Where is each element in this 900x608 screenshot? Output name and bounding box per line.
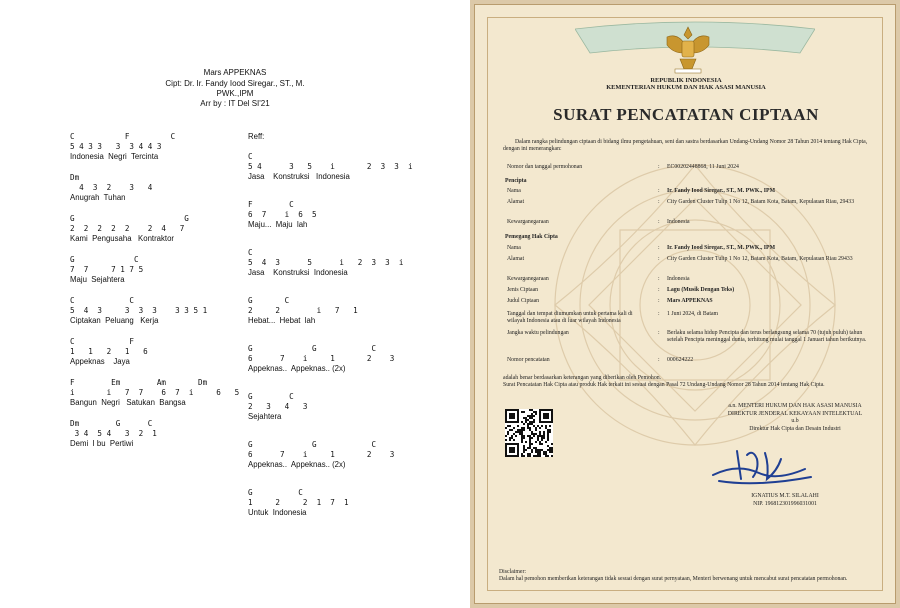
song-lyric: Indonesia Negri Tercinta <box>70 152 159 161</box>
song-notes: 3 4 5 4 3 2 1 <box>70 429 157 438</box>
song-chord: C <box>248 152 253 161</box>
song-lyric: Appeknas Jaya <box>70 357 130 366</box>
song-notes: 2 2 2 2 2 2 4 7 <box>70 224 185 233</box>
field-label: Tanggal dan tempat diumumkan untuk pertama kali di wilayah Indonesia atau di luar wilayah Indonesia <box>507 311 633 324</box>
disclaimer-text: Dalam hal pemohon memberikan keterangan tidak sesuai dengan surat pernyataan, Menteri berwenang untuk mencabut surat pencatatan permohonan. <box>499 576 848 582</box>
field-label: Kewarganegaraan <box>507 219 549 225</box>
ministry-heading: KEMENTERIAN HUKUM DAN HAK ASASI MANUSIA <box>606 84 766 91</box>
song-chord: G G <box>70 214 189 223</box>
song-notes: 5 4 3 5 i 2 3 3 i <box>248 258 404 267</box>
song-lyric: Maju Sejahtera <box>70 275 125 284</box>
song-chord: G C <box>248 392 294 401</box>
certificate-title: SURAT PENCATATAN CIPTAAN <box>553 105 819 124</box>
signer-name: IGNATIUS M.T. SILALAHI <box>751 493 819 499</box>
song-lyric: Maju... Maju lah <box>248 220 308 229</box>
song-notes: 1 1 2 1 6 <box>70 347 148 356</box>
note-2: Surat Pencatatan Hak Cipta atau produk Hak terkait ini sesuai dengan Pasal 72 Undang-Undang Nomor 28 Tahun 2014 tentang Hak Cipta. <box>503 382 825 388</box>
field-value: Indonesia <box>667 276 690 282</box>
field-label: Jangka waktu pelindungan <box>507 330 569 336</box>
song-chord: G C <box>248 488 303 497</box>
note-1: adalah benar berdasarkan keterangan yang diberikan oleh Pemohon. <box>503 375 662 381</box>
song-notes: 5 4 3 3 3 3 4 4 3 <box>70 142 162 151</box>
song-credit: PWK.,IPM <box>216 89 254 98</box>
field-value: Indonesia <box>667 219 690 225</box>
song-notes: 6 7 i 1 2 3 <box>248 450 395 459</box>
song-lyric: Ciptakan Peluang Kerja <box>70 316 159 325</box>
field-label: Nama <box>507 245 521 251</box>
signature-mark <box>707 445 817 489</box>
song-chord: F Em Am Dm <box>70 378 208 387</box>
field-value: Ir. Fandy Iood Siregar., ST., M. PWK., IPM <box>667 245 776 251</box>
field-value: 000624222 <box>667 357 694 363</box>
song-notes: 5 4 3 3 3 3 3 3 5 1 <box>70 306 208 315</box>
song-chord: G G C <box>248 440 377 449</box>
song-chord: G G C <box>248 344 377 353</box>
field-value: Lagu (Musik Dengan Teks) <box>667 287 735 293</box>
song-lyric: Jasa Konstruksi Indonesia <box>248 172 350 181</box>
field-value: Ir. Fandy Iood Siregar., ST., M. PWK., IPM <box>667 188 776 194</box>
song-lyric: Untuk Indonesia <box>248 508 307 517</box>
intro-paragraph: Dalam rangka pelindungan ciptaan di bidang ilmu pengetahuan, seni dan sastra berdasarkan Undang-Undang Nomor 28 Tahun 2014 tentang Hak Cipta, dengan ini menerangkan: <box>503 139 868 153</box>
qr-code <box>505 409 553 457</box>
field-value: Berlaku selama hidup Pencipta dan terus berlangsung selama 70 (tujuh puluh) tahun setelah Pencipta meninggal dunia, terhitung mulai tanggal 1 Januari tahun berikutnya. <box>667 330 867 343</box>
sign-line-4: Direktur Hak Cipta dan Desain Industri <box>749 425 841 432</box>
song-chord: C F C <box>70 132 176 141</box>
song-credit: Cipt: Dr. Ir. Fandy Iood Siregar., ST., M. <box>165 79 305 88</box>
song-notes: i i 7 7 6 7 i 6 5 <box>70 388 240 397</box>
song-chord: C <box>248 248 253 257</box>
song-chord: F C <box>248 200 294 209</box>
song-notes: 6 7 i 1 2 3 <box>248 354 395 363</box>
song-notes: 6 7 i 6 5 <box>248 210 317 219</box>
song-lyric: Appeknas.. Appeknas.. (2x) <box>248 364 346 373</box>
field-value: Mars APPEKNAS <box>667 298 713 304</box>
song-notes: 2 2 i 7 1 <box>248 306 358 315</box>
song-notes: 2 3 4 3 <box>248 402 308 411</box>
field-value: City Garden Cluster Tulip 1 No 12, Batam Kota, Batam, Kepulauan Riau, 29433 <box>667 199 855 205</box>
song-notes: 4 3 2 3 4 <box>70 183 153 192</box>
signer-nip: NIP. 196812301996031001 <box>753 500 817 507</box>
song-lyric: Kami Pengusaha Kontraktor <box>70 234 175 243</box>
field-value: EC00202448868, 11 Juni 2024 <box>667 164 739 170</box>
song-lyric: Sejahtera <box>248 412 282 421</box>
sign-line-1: a.n. MENTERI HUKUM DAN HAK ASASI MANUSIA <box>728 403 862 409</box>
song-lyric: Hebat... Hebat lah <box>248 316 316 325</box>
song-notes: 1 2 2 1 7 1 <box>248 498 349 507</box>
song-notes: 5 4 3 5 i 2 3 3 i <box>248 162 413 171</box>
field-label: Nama <box>507 188 521 194</box>
song-chord: Dm <box>70 173 80 182</box>
song-chord: C C <box>70 296 135 305</box>
sign-line-3: u.b <box>791 418 799 424</box>
certificate-frame: REPUBLIK INDONESIA KEMENTERIAN HUKUM DAN HAK ASASI MANUSIA SURAT PENCATATAN CIPTAAN Dalam rangka pelindungan ciptaan di bidang ilmu pengetahuan, seni dan sastra berdasarkan Undang-Undang Nomor 28 Tahun 2014 tentang Hak Cipta, dengan ini menerangkan: Nomor dan tanggal permohonan : EC00202448868, 11 Juni 2024 Pencipta Nama : Ir. Fandy Iood Siregar., ST., M. PWK., IPM Alamat : City Garden Cluster Tulip 1 No 12, Batam Kota, Batam, Kepulauan Riau, 29433 Kewarganegaraan : Indonesia Pemegang Hak Cipta Nama : Ir. Fandy Iood Siregar., ST., M. PWK., IPM Alamat : City Garden Cluster Tulip 1 No 12, Batam Kota, Batam, Kepulauan Riau 29433 Kewarganegaraan : Indonesia Jenis Ciptaan : Lagu (Musik Dengan Teks) Judul Ciptaan : Mars APPEKNAS Tanggal dan tempat diumumkan untuk pertama kali di wilayah Indonesia atau di luar wilayah Indonesia : 1 Juni 2024, di Batam Jangka waktu pelindungan : Berlaku selama hidup Pencipta dan terus berlangsung selama 70 (tujuh puluh) tahun setelah Pencipta meninggal dunia, terhitung mulai tanggal 1 Januari tahun berikutnya. Nomor pencatatan : 000624222 adalah benar berdasarkan keterangan yang diberikan oleh Pemohon. Surat Pencatatan Hak Cipta atau produk Hak terkait ini sesuai dengan Pasal 72 Undang-Undang Nomor 28 Tahun 2014 tentang Hak Cipta. a.n. MENTERI HUKUM DAN HAK ASASI MANUSIA DIREKTUR JENDERAL KEKAYAAN INTELEKTUAL u.b Direktur Hak Cipta dan Desain Industri IGNATIUS M.T. SILALAHI NIP. 196812301996031001 Disclaimer: Dalam hal pemohon memberikan keterangan tidak sesuai dengan surat pernyataan, Menteri berwenang untuk mencabut surat pencatatan permohonan. <box>474 4 896 604</box>
certificate <box>470 0 900 608</box>
field-label: Judul Ciptaan <box>507 298 540 304</box>
song-notes: 7 7 7 1 7 5 <box>70 265 144 274</box>
field-label: Alamat <box>507 256 525 262</box>
song-lyric: Appeknas.. Appeknas.. (2x) <box>248 460 346 469</box>
song-chord: G C <box>248 296 290 305</box>
song-lyric: Jasa Konstruksi Indonesia <box>248 268 348 277</box>
field-label: Nomor dan tanggal permohonan <box>507 164 583 170</box>
field-label: Kewarganegaraan <box>507 276 549 282</box>
song-chord: G C <box>70 255 139 264</box>
field-label: Pemegang Hak Cipta <box>505 234 558 240</box>
reff-label: Reff: <box>248 132 265 141</box>
field-label: Jenis Ciptaan <box>507 287 539 293</box>
song-lyric: Demi I bu Pertiwi <box>70 439 134 448</box>
garuda-emblem-icon <box>663 23 713 75</box>
field-value: 1 Juni 2024, di Batam <box>667 311 719 317</box>
field-label: Nomor pencatatan <box>507 357 550 363</box>
song-arranger: Arr by : IT Del SI'21 <box>200 99 270 108</box>
song-chord: C F <box>70 337 135 346</box>
song-chord: Dm G C <box>70 419 153 428</box>
sign-line-2: DIREKTUR JENDERAL KEKAYAAN INTELEKTUAL <box>727 410 863 417</box>
field-value: City Garden Cluster Tulip 1 No 12, Batam Kota, Batam, Kepulauan Riau 29433 <box>667 256 853 262</box>
song-lyric: Bangun Negri Satukan Bangsa <box>70 398 186 407</box>
field-label: Pencipta <box>505 178 527 184</box>
song-title: Mars APPEKNAS <box>203 68 267 77</box>
field-label: Alamat <box>507 199 525 205</box>
disclaimer-title: Disclaimer: <box>499 569 527 575</box>
song-lyric: Anugrah Tuhan <box>70 193 126 202</box>
republic-heading: REPUBLIK INDONESIA <box>650 77 722 84</box>
